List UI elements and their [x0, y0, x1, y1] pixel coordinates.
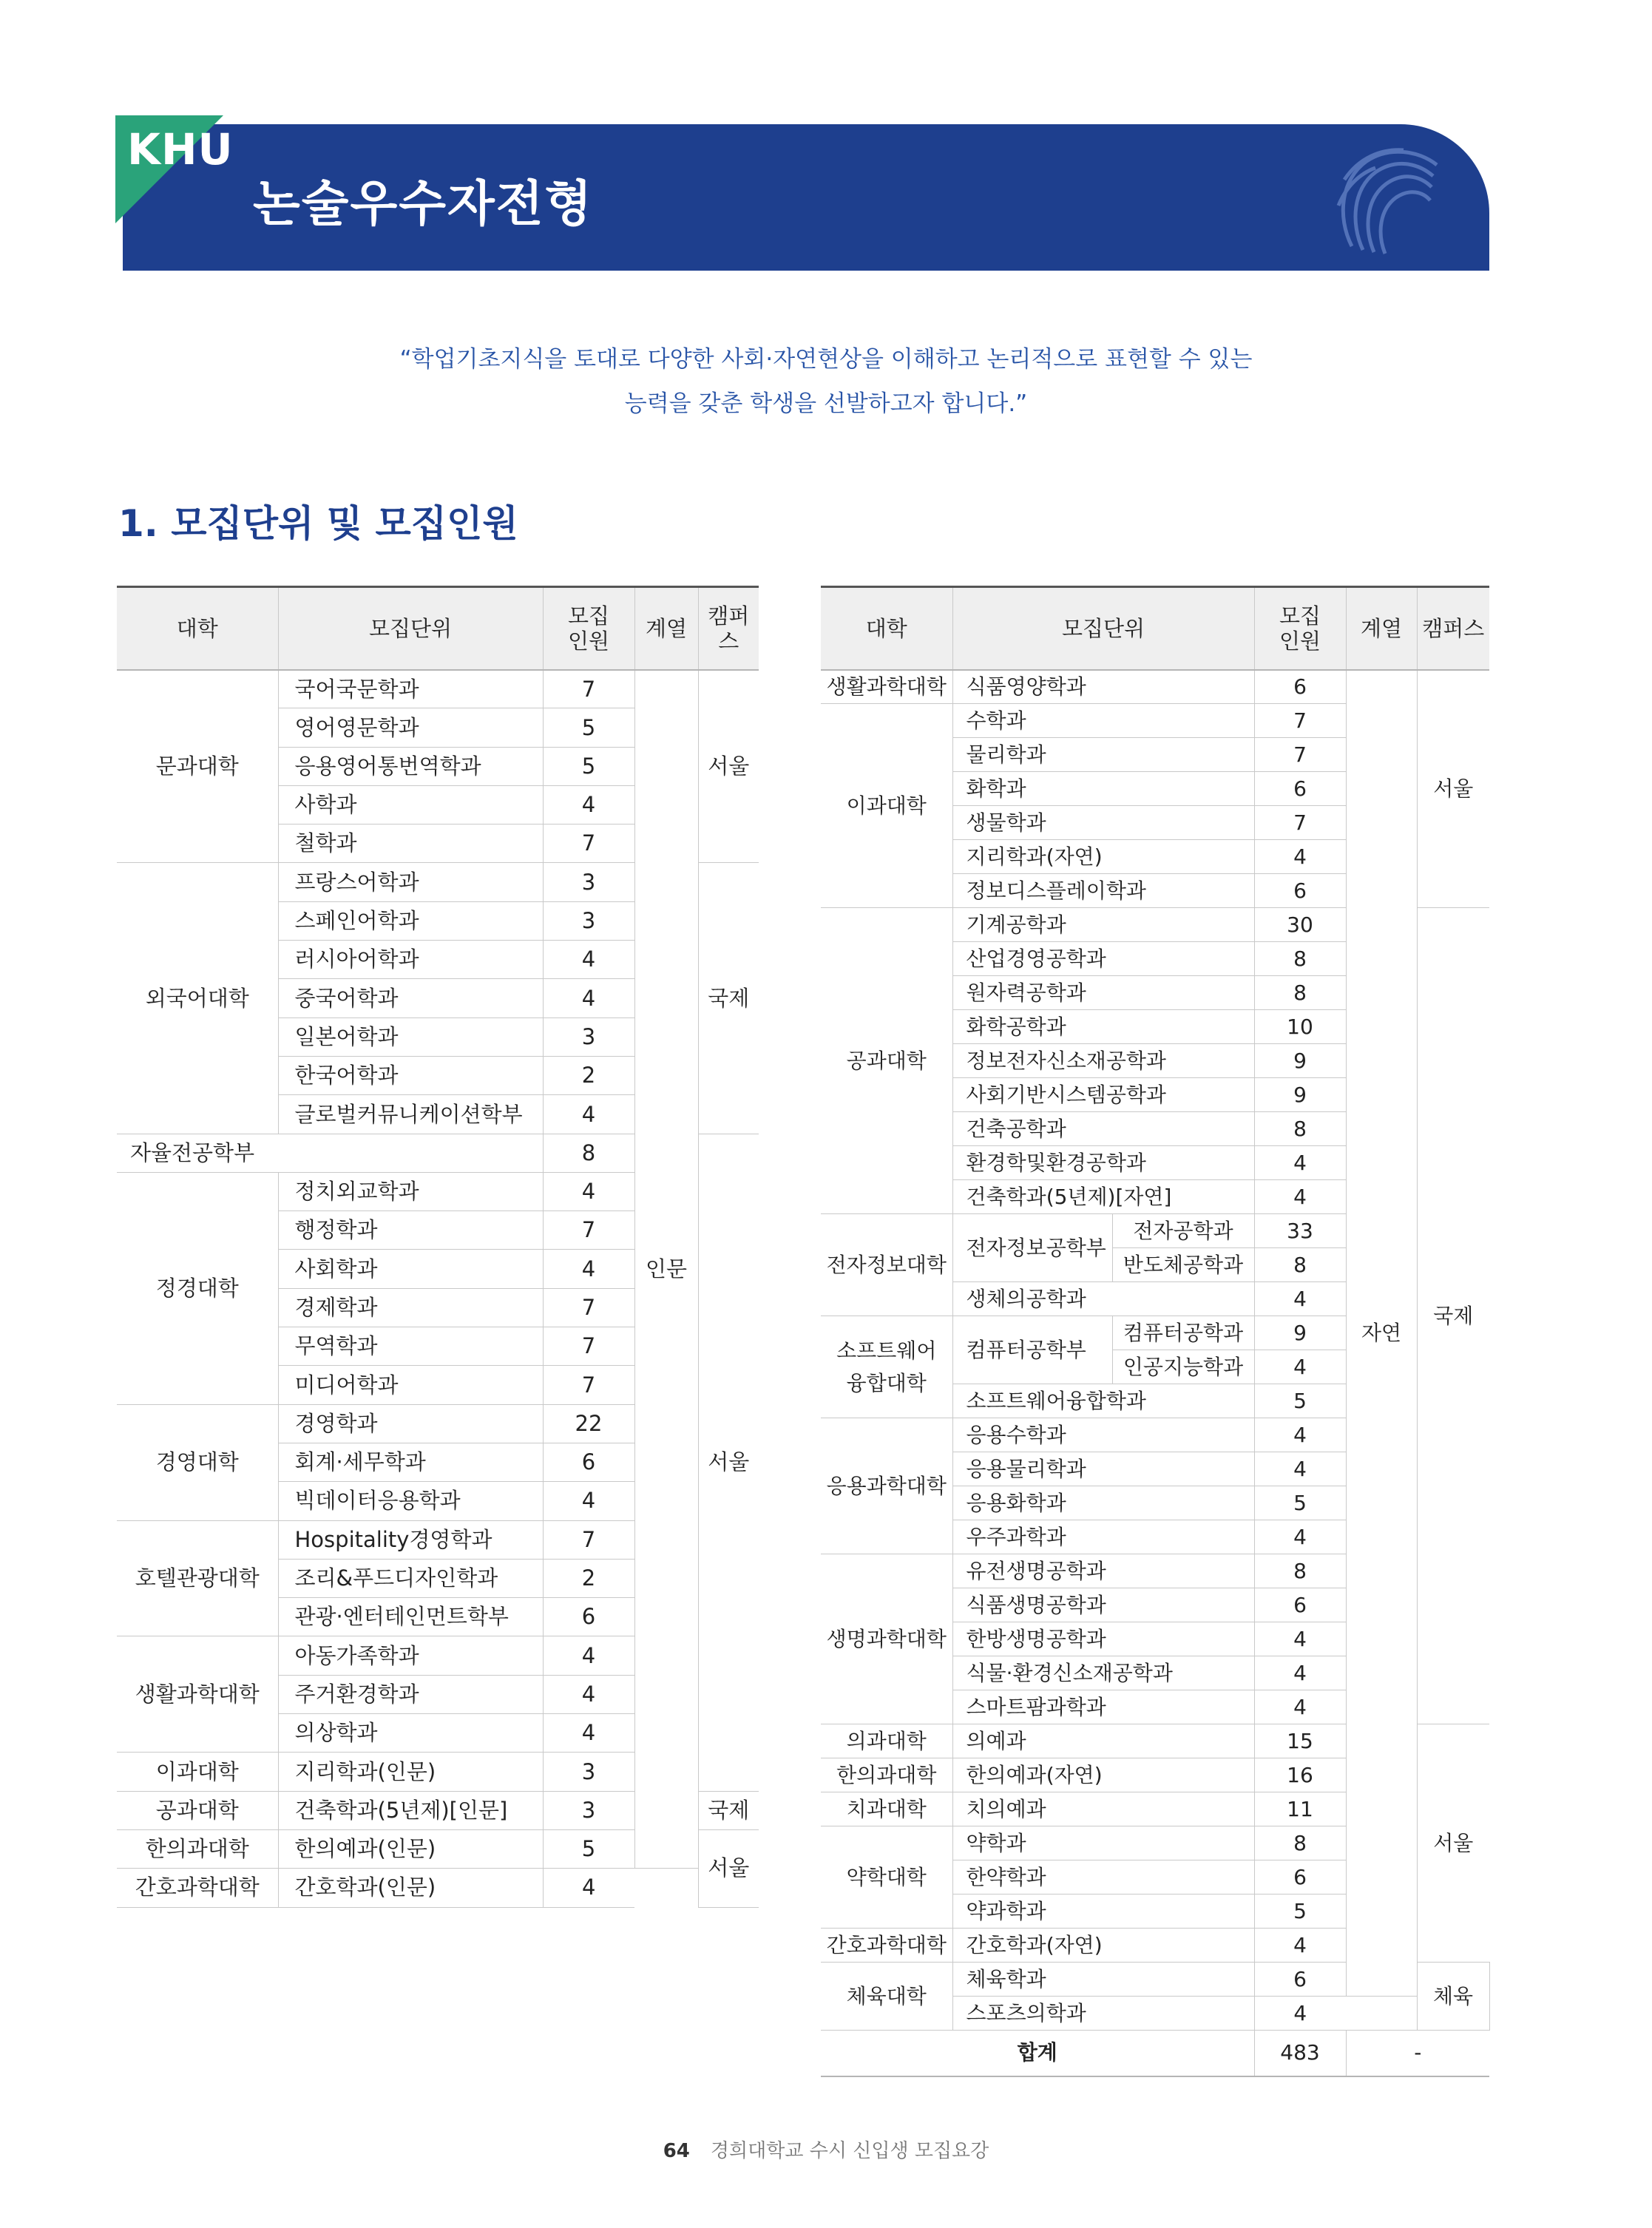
unit-cell: 유전생명공학과 — [952, 1554, 1254, 1588]
unit-cell: 체육학과 — [952, 1963, 1254, 1997]
count-cell: 4 — [1254, 1452, 1346, 1486]
college-cell: 외국어대학 — [117, 863, 278, 1134]
unit-cell: 빅데이터응용학과 — [278, 1482, 543, 1520]
count-cell: 6 — [543, 1598, 634, 1636]
unit-cell: 생물학과 — [952, 806, 1254, 840]
unit-cell: 의예과 — [952, 1724, 1254, 1758]
count-cell: 4 — [1254, 1520, 1346, 1554]
unit-cell: 프랑스어학과 — [278, 863, 543, 901]
unit-cell: 일본어학과 — [278, 1018, 543, 1056]
count-cell: 33 — [1254, 1214, 1346, 1248]
unit-cell: 사회기반시스템공학과 — [952, 1078, 1254, 1112]
unit-cell: 식품생명공학과 — [952, 1588, 1254, 1622]
unit-cell: 한방생명공학과 — [952, 1622, 1254, 1656]
college-cell: 한의과대학 — [821, 1758, 952, 1792]
unit-cell: 한국어학과 — [278, 1056, 543, 1094]
table-row — [117, 1869, 759, 1907]
unit-cell: 경제학과 — [278, 1288, 543, 1327]
count-cell: 22 — [543, 1404, 634, 1443]
unit-sub-cell: 전자공학과 — [1112, 1214, 1254, 1248]
college-cell: 의과대학 — [821, 1724, 952, 1758]
unit-cell: 무역학과 — [278, 1327, 543, 1366]
count-cell: 7 — [1254, 738, 1346, 772]
campus-cell: 서울 — [698, 1829, 759, 1907]
campus-cell: 국제 — [698, 863, 759, 1134]
total-count: 483 — [1254, 2031, 1346, 2076]
unit-cell: 회계·세무학과 — [278, 1443, 543, 1481]
count-cell: 9 — [1254, 1316, 1346, 1350]
college-label: 소프트웨어 융합대학 — [836, 1338, 937, 1395]
unit-cell: Hospitality경영학과 — [278, 1520, 543, 1559]
count-cell: 9 — [1254, 1078, 1346, 1112]
table-row — [117, 670, 759, 708]
lion-emblem-icon — [1330, 135, 1448, 261]
count-cell: 3 — [543, 1018, 634, 1056]
college-cell: 문과대학 — [117, 670, 278, 863]
total-label: 합계 — [821, 2031, 1254, 2076]
unit-cell: 환경학및환경공학과 — [952, 1146, 1254, 1180]
count-cell: 5 — [543, 1829, 634, 1868]
unit-group-cell: 컴퓨터공학부 — [952, 1316, 1112, 1384]
unit-cell: 러시아어학과 — [278, 941, 543, 979]
header-banner — [123, 124, 1489, 271]
college-cell: 응용과학대학 — [821, 1418, 952, 1554]
total-dash: - — [1346, 2031, 1489, 2076]
college-cell: 생활과학대학 — [117, 1636, 278, 1753]
count-cell: 4 — [543, 1636, 634, 1675]
count-cell: 8 — [1254, 1554, 1346, 1588]
intro-line-1: “학업기초지식을 토대로 다양한 사회·자연현상을 이해하고 논리적으로 표현할 수 있는 — [399, 346, 1253, 373]
count-cell: 7 — [1254, 806, 1346, 840]
count-cell: 3 — [543, 863, 634, 901]
count-cell: 4 — [543, 1714, 634, 1753]
header-count-label: 모집 인원 — [1279, 603, 1321, 654]
unit-cell: 사학과 — [278, 785, 543, 824]
college-cell: 치과대학 — [821, 1792, 952, 1826]
unit-cell: 응용화학과 — [952, 1486, 1254, 1520]
unit-cell: 미디어학과 — [278, 1366, 543, 1404]
college-cell: 생명과학대학 — [821, 1554, 952, 1724]
unit-cell: 정보디스플레이학과 — [952, 874, 1254, 908]
unit-cell: 관광·엔터테인먼트학부 — [278, 1598, 543, 1636]
count-cell: 4 — [1254, 1690, 1346, 1724]
count-cell: 4 — [543, 1482, 634, 1520]
count-cell: 4 — [1254, 1350, 1346, 1384]
count-cell: 8 — [1254, 976, 1346, 1010]
campus-cell: 국제 — [1417, 908, 1489, 1724]
count-cell: 6 — [1254, 772, 1346, 806]
unit-cell: 화학공학과 — [952, 1010, 1254, 1044]
count-cell: 6 — [1254, 1860, 1346, 1895]
count-cell: 4 — [543, 941, 634, 979]
count-cell: 4 — [1254, 1929, 1346, 1963]
page-number: 64 — [663, 2140, 690, 2162]
unit-cell: 약과학과 — [952, 1895, 1254, 1929]
unit-cell: 지리학과(자연) — [952, 840, 1254, 874]
count-cell: 4 — [1254, 1997, 1346, 2031]
unit-cell: 정치외교학과 — [278, 1172, 543, 1210]
count-cell: 30 — [1254, 908, 1346, 942]
count-cell: 4 — [543, 1869, 634, 1907]
college-cell: 정경대학 — [117, 1172, 278, 1404]
footer-doc-title: 경희대학교 수시 신입생 모집요강 — [710, 2140, 989, 2162]
count-cell: 5 — [543, 747, 634, 785]
header-campus: 캠퍼스 — [698, 587, 759, 670]
college-cell: 공과대학 — [821, 908, 952, 1214]
unit-cell: 중국어학과 — [278, 979, 543, 1018]
page-title: 논술우수자전형 — [253, 175, 594, 232]
count-cell: 4 — [543, 1675, 634, 1713]
count-cell: 4 — [1254, 1622, 1346, 1656]
count-cell: 4 — [1254, 840, 1346, 874]
table-row — [821, 670, 1489, 704]
unit-cell: 건축학과(5년제)[자연] — [952, 1180, 1254, 1214]
count-cell: 9 — [1254, 1044, 1346, 1078]
college-cell: 이과대학 — [117, 1753, 278, 1791]
count-cell: 4 — [1254, 1146, 1346, 1180]
header-track: 계열 — [1346, 587, 1417, 670]
unit-cell: 건축학과(5년제)[인문] — [278, 1791, 543, 1829]
unit-cell: 국어국문학과 — [278, 670, 543, 708]
header-campus: 캠퍼스 — [1417, 587, 1489, 670]
college-cell: 자율전공학부 — [117, 1134, 543, 1172]
unit-cell: 한의예과(인문) — [278, 1829, 543, 1868]
count-cell: 16 — [1254, 1758, 1346, 1792]
count-cell: 10 — [1254, 1010, 1346, 1044]
unit-cell: 사회학과 — [278, 1250, 543, 1288]
track-cell: 체육 — [1417, 1963, 1489, 2031]
count-cell: 7 — [543, 1288, 634, 1327]
unit-group-cell: 전자정보공학부 — [952, 1214, 1112, 1282]
count-cell: 8 — [1254, 1112, 1346, 1146]
unit-cell: 산업경영공학과 — [952, 942, 1254, 976]
unit-cell: 철학과 — [278, 825, 543, 863]
count-cell: 7 — [543, 825, 634, 863]
count-cell: 5 — [1254, 1895, 1346, 1929]
unit-cell: 스마트팜과학과 — [952, 1690, 1254, 1724]
count-cell: 7 — [543, 1211, 634, 1250]
unit-cell: 간호학과(인문) — [278, 1869, 543, 1907]
count-cell: 4 — [1254, 1282, 1346, 1316]
unit-cell: 지리학과(인문) — [278, 1753, 543, 1791]
campus-cell: 서울 — [698, 670, 759, 863]
count-cell: 5 — [1254, 1384, 1346, 1418]
count-cell: 6 — [1254, 1963, 1346, 1997]
unit-sub-cell: 컴퓨터공학과 — [1112, 1316, 1254, 1350]
header-count — [1254, 587, 1346, 670]
count-cell: 8 — [1254, 1826, 1346, 1860]
count-cell: 8 — [543, 1134, 634, 1172]
header-unit: 모집단위 — [278, 587, 543, 670]
campus-cell: 서울 — [1417, 1724, 1489, 1963]
count-cell: 11 — [1254, 1792, 1346, 1826]
unit-cell: 소프트웨어융합학과 — [952, 1384, 1254, 1418]
admission-table-humanities — [117, 586, 759, 1908]
unit-cell: 우주과학과 — [952, 1520, 1254, 1554]
count-cell: 2 — [543, 1559, 634, 1597]
count-cell: 4 — [543, 1250, 634, 1288]
count-cell: 3 — [543, 1753, 634, 1791]
unit-cell: 건축공학과 — [952, 1112, 1254, 1146]
unit-cell: 식물·환경신소재공학과 — [952, 1656, 1254, 1690]
count-cell: 5 — [1254, 1486, 1346, 1520]
count-cell: 6 — [1254, 874, 1346, 908]
header-count — [543, 587, 634, 670]
intro-line-2: 능력을 갖춘 학생을 선발하고자 합니다.” — [624, 390, 1028, 417]
count-cell: 4 — [1254, 1418, 1346, 1452]
track-cell: 인문 — [634, 670, 698, 1869]
khu-logo: KHU — [127, 124, 234, 175]
campus-cell: 국제 — [698, 1791, 759, 1829]
unit-cell: 조리&푸드디자인학과 — [278, 1559, 543, 1597]
unit-cell: 스페인어학과 — [278, 901, 543, 940]
unit-cell: 응용영어통번역학과 — [278, 747, 543, 785]
unit-cell: 식품영양학과 — [952, 670, 1254, 704]
unit-cell: 응용물리학과 — [952, 1452, 1254, 1486]
college-cell: 이과대학 — [821, 704, 952, 908]
header-unit: 모집단위 — [952, 587, 1254, 670]
count-cell: 7 — [543, 1327, 634, 1366]
count-cell: 15 — [1254, 1724, 1346, 1758]
count-cell: 7 — [1254, 704, 1346, 738]
unit-cell: 원자력공학과 — [952, 976, 1254, 1010]
unit-cell: 행정학과 — [278, 1211, 543, 1250]
college-cell: 공과대학 — [117, 1791, 278, 1829]
college-cell — [821, 1316, 952, 1418]
college-cell: 호텔관광대학 — [117, 1520, 278, 1636]
count-cell: 3 — [543, 901, 634, 940]
unit-cell: 화학과 — [952, 772, 1254, 806]
unit-cell: 경영학과 — [278, 1404, 543, 1443]
header-college: 대학 — [821, 587, 952, 670]
page-footer — [0, 2136, 1652, 2163]
unit-cell: 정보전자신소재공학과 — [952, 1044, 1254, 1078]
unit-cell: 약학과 — [952, 1826, 1254, 1860]
count-cell: 5 — [543, 708, 634, 747]
count-cell: 8 — [1254, 1248, 1346, 1282]
unit-cell: 주거환경학과 — [278, 1675, 543, 1713]
count-cell: 4 — [1254, 1656, 1346, 1690]
unit-cell: 글로벌커뮤니케이션학부 — [278, 1095, 543, 1134]
unit-cell: 의상학과 — [278, 1714, 543, 1753]
count-cell: 8 — [1254, 942, 1346, 976]
total-row — [821, 2031, 1489, 2076]
count-cell: 3 — [543, 1791, 634, 1829]
college-cell: 약학대학 — [821, 1826, 952, 1929]
unit-cell: 한의예과(자연) — [952, 1758, 1254, 1792]
header-track: 계열 — [634, 587, 698, 670]
count-cell: 4 — [543, 979, 634, 1018]
count-cell: 7 — [543, 670, 634, 708]
count-cell: 4 — [543, 785, 634, 824]
unit-cell: 치의예과 — [952, 1792, 1254, 1826]
unit-sub-cell: 인공지능학과 — [1112, 1350, 1254, 1384]
college-cell: 간호과학대학 — [821, 1929, 952, 1963]
count-cell: 6 — [1254, 670, 1346, 704]
header-count-label: 모집 인원 — [567, 603, 610, 654]
count-cell: 6 — [1254, 1588, 1346, 1622]
count-cell: 4 — [543, 1095, 634, 1134]
college-cell: 전자정보대학 — [821, 1214, 952, 1316]
unit-cell: 한약학과 — [952, 1860, 1254, 1895]
campus-cell: 서울 — [1417, 670, 1489, 908]
unit-cell: 수학과 — [952, 704, 1254, 738]
campus-cell: 서울 — [698, 1134, 759, 1791]
college-cell: 간호과학대학 — [117, 1869, 278, 1907]
unit-sub-cell: 반도체공학과 — [1112, 1248, 1254, 1282]
count-cell: 7 — [543, 1520, 634, 1559]
header-college: 대학 — [117, 587, 278, 670]
unit-cell: 간호학과(자연) — [952, 1929, 1254, 1963]
count-cell: 4 — [543, 1172, 634, 1210]
college-cell: 한의과대학 — [117, 1829, 278, 1868]
unit-cell: 기계공학과 — [952, 908, 1254, 942]
unit-cell: 응용수학과 — [952, 1418, 1254, 1452]
unit-cell: 스포츠의학과 — [952, 1997, 1254, 2031]
count-cell: 2 — [543, 1056, 634, 1094]
track-cell: 자연 — [1346, 670, 1417, 1997]
count-cell: 4 — [1254, 1180, 1346, 1214]
count-cell: 6 — [543, 1443, 634, 1481]
unit-cell: 영어영문학과 — [278, 708, 543, 747]
admission-table-sciences — [821, 586, 1489, 2077]
count-cell: 7 — [543, 1366, 634, 1404]
college-cell: 생활과학대학 — [821, 670, 952, 704]
unit-cell: 물리학과 — [952, 738, 1254, 772]
unit-cell: 아동가족학과 — [278, 1636, 543, 1675]
unit-cell: 생체의공학과 — [952, 1282, 1254, 1316]
section-title: 1. 모집단위 및 모집인원 — [118, 502, 518, 545]
college-cell: 경영대학 — [117, 1404, 278, 1520]
college-cell: 체육대학 — [821, 1963, 952, 2031]
